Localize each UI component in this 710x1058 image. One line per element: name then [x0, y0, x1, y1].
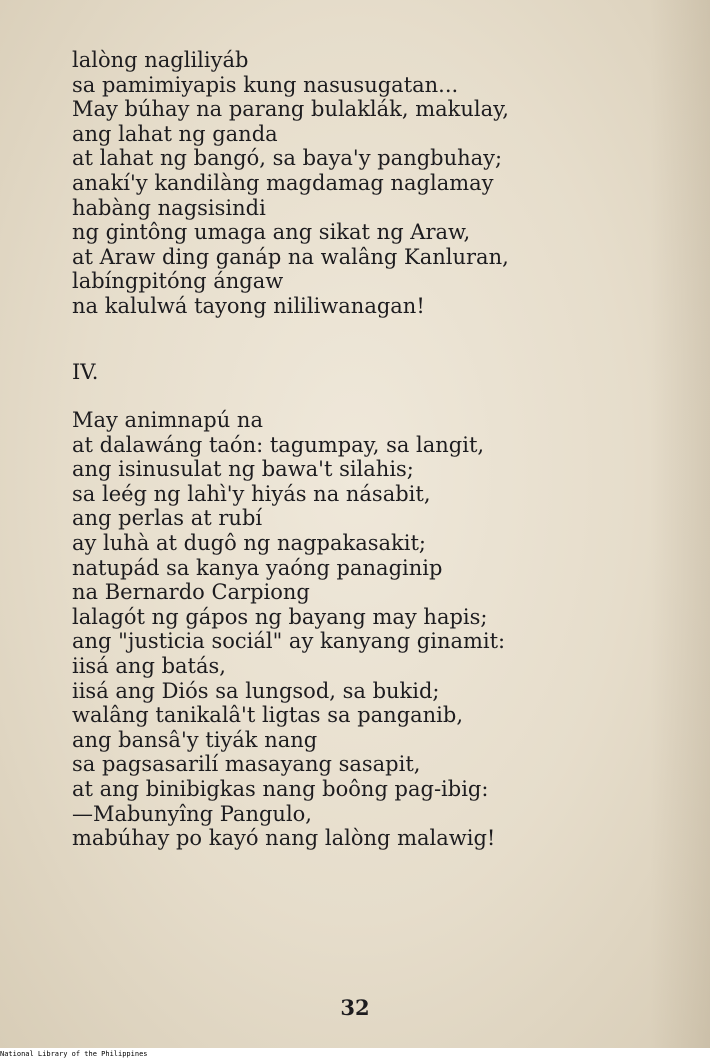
poem-line: lalòng nagliliyáb: [72, 48, 249, 72]
poem-line: at dalawáng taón: tagumpay, sa langit,: [72, 432, 485, 457]
poem-line: ng gintông umaga ang sikat ng Araw,: [72, 220, 471, 245]
poem-line: ay luhà at dugô ng nagpakasakit;: [72, 530, 426, 555]
footer-credit: National Library of the Philippines: [0, 1050, 148, 1058]
poem-line: sa leég ng lahì'y hiyás na násabit,: [72, 481, 431, 506]
poem-line: at Araw ding ganáp na walâng Kanluran,: [72, 244, 509, 269]
poem-line: habàng nagsisindi: [72, 195, 266, 220]
poem-line: na Bernardo Carpiong: [72, 580, 310, 605]
poem-line: ang lahat ng ganda: [72, 121, 278, 146]
poem-line: labíngpitóng ángaw: [72, 269, 284, 294]
section-heading: IV.: [72, 360, 99, 384]
poem-line: ang bansâ'y tiyák nang: [72, 727, 318, 752]
poem-line: ang "justicia sociál" ay kanyang ginamit:: [72, 629, 506, 654]
poem-line: ang perlas at rubí: [72, 506, 263, 531]
poem-line: sa pamimiyapis kung nasusugatan...: [72, 72, 459, 97]
poem-line: iisá ang batás,: [72, 653, 226, 678]
stanza-continued: [72, 48, 692, 319]
poem-line: at lahat ng bangó, sa baya'y pangbuhay;: [72, 146, 503, 171]
poem-line: —Mabunyîng Pangulo,: [72, 801, 312, 826]
poem-line: May búhay na parang bulaklák, makulay,: [72, 97, 509, 122]
poem-line: at ang binibigkas nang boông pag-ibig:: [72, 776, 489, 801]
poem-line: na kalulwá tayong nililiwanagan!: [72, 293, 425, 318]
poem-line: ang isinusulat ng bawa't silahis;: [72, 457, 414, 482]
poem-line: sa pagsasarilí masayang sasapit,: [72, 752, 421, 777]
poem-line: anakí'y kandilàng magdamag naglamay: [72, 170, 494, 195]
stanza-iv: [72, 408, 692, 851]
poem-line: iisá ang Diós sa lungsod, sa bukid;: [72, 678, 440, 703]
poem-line: lalagót ng gápos ng bayang may hapis;: [72, 604, 488, 629]
page-number: 32: [340, 995, 370, 1020]
poem-line: natupád sa kanya yaóng panaginip: [72, 555, 443, 580]
poem-line: mabúhay po kayó nang lalòng malawig!: [72, 826, 496, 851]
poem-line: walâng tanikalâ't ligtas sa panganib,: [72, 703, 464, 728]
poem-line: May animnapú na: [72, 408, 263, 432]
